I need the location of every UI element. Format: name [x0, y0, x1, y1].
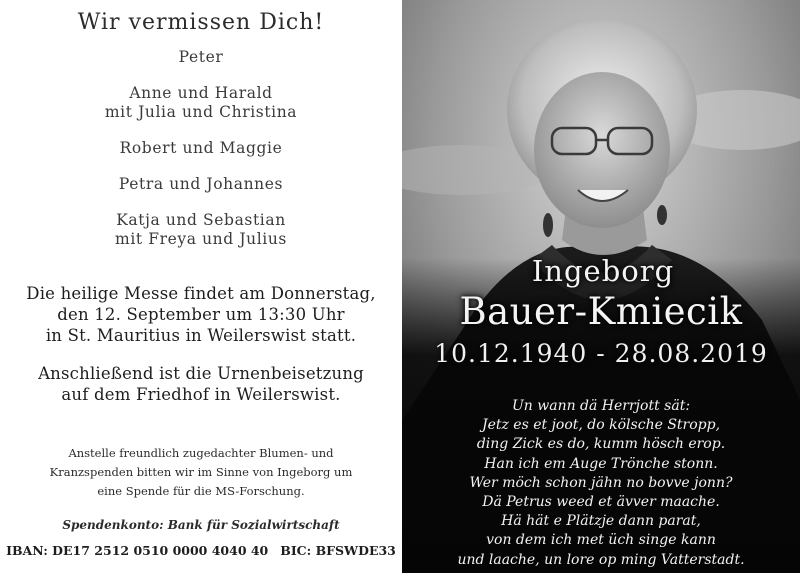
- poem-line: Wer möch schon jähn no bovve jonn?: [469, 474, 733, 491]
- note-line: Anstelle freundlich zugedachter Blumen- und: [68, 446, 334, 460]
- mourner-line: Katja und Sebastian: [116, 211, 286, 229]
- bank-account-label: Spendenkonto: Bank für Sozialwirtschaft: [62, 518, 340, 532]
- poem-line: Dä Petrus weed et ävver maache.: [482, 494, 720, 511]
- mourner-line: Robert und Maggie: [119, 139, 283, 157]
- mourner-group: [0, 139, 402, 158]
- note-line: eine Spende für die MS-Forschung.: [97, 484, 305, 498]
- first-name: Ingeborg: [531, 254, 675, 288]
- bic: BIC: BFSWDE33: [280, 543, 396, 558]
- last-name: Bauer-Kmiecik: [459, 290, 743, 333]
- iban: IBAN: DE17 2512 0510 0000 4040 40: [6, 543, 269, 558]
- urn-line: Anschließend ist die Urnenbeisetzung: [38, 364, 364, 383]
- bank-details: [0, 543, 402, 558]
- mourner-line: Peter: [178, 48, 224, 66]
- poem-line: Jetz es et joot, do kölsche Stropp,: [481, 417, 721, 434]
- mourner-group: [0, 211, 402, 249]
- heading: Wir vermissen Dich!: [77, 10, 325, 35]
- poem-line: Han ich em Auge Trönche stonn.: [484, 455, 718, 472]
- mourner-line: mit Julia und Christina: [104, 103, 298, 121]
- urn-line: auf dem Friedhof in Weilerswist.: [61, 385, 341, 404]
- poem-line: Hä hät e Plätzje dann parat,: [501, 513, 701, 530]
- mourner-group: [0, 84, 402, 122]
- donation-note: [0, 444, 402, 501]
- right-panel: [402, 0, 800, 573]
- mourner-group: [0, 175, 402, 194]
- life-dates: 10.12.1940 - 28.08.2019: [434, 339, 768, 368]
- mass-line: Die heilige Messe findet am Donnerstag,: [26, 284, 376, 303]
- poem-line: ding Zick es do, kumm hösch erop.: [476, 436, 726, 453]
- poem-line: und laache, un lore op ming Vatterstadt.: [457, 551, 745, 568]
- urn-burial-notice: [0, 363, 402, 405]
- poem: [402, 397, 800, 570]
- mass-announcement: [0, 283, 402, 346]
- mass-line: in St. Mauritius in Weilerswist statt.: [45, 326, 357, 345]
- mourner-list: [0, 48, 402, 266]
- mass-line: den 12. September um 13:30 Uhr: [57, 305, 345, 324]
- mourner-line: Petra und Johannes: [118, 175, 284, 193]
- mourner-line: Anne und Harald: [129, 84, 273, 102]
- note-line: Kranzspenden bitten wir im Sinne von Ingeborg um: [49, 465, 353, 479]
- poem-line: Un wann dä Herrjott sät:: [511, 398, 691, 414]
- poem-line: von dem ich met üch singe kann: [486, 532, 716, 549]
- mourner-group: [0, 48, 402, 67]
- mourner-line: mit Freya und Julius: [115, 230, 287, 248]
